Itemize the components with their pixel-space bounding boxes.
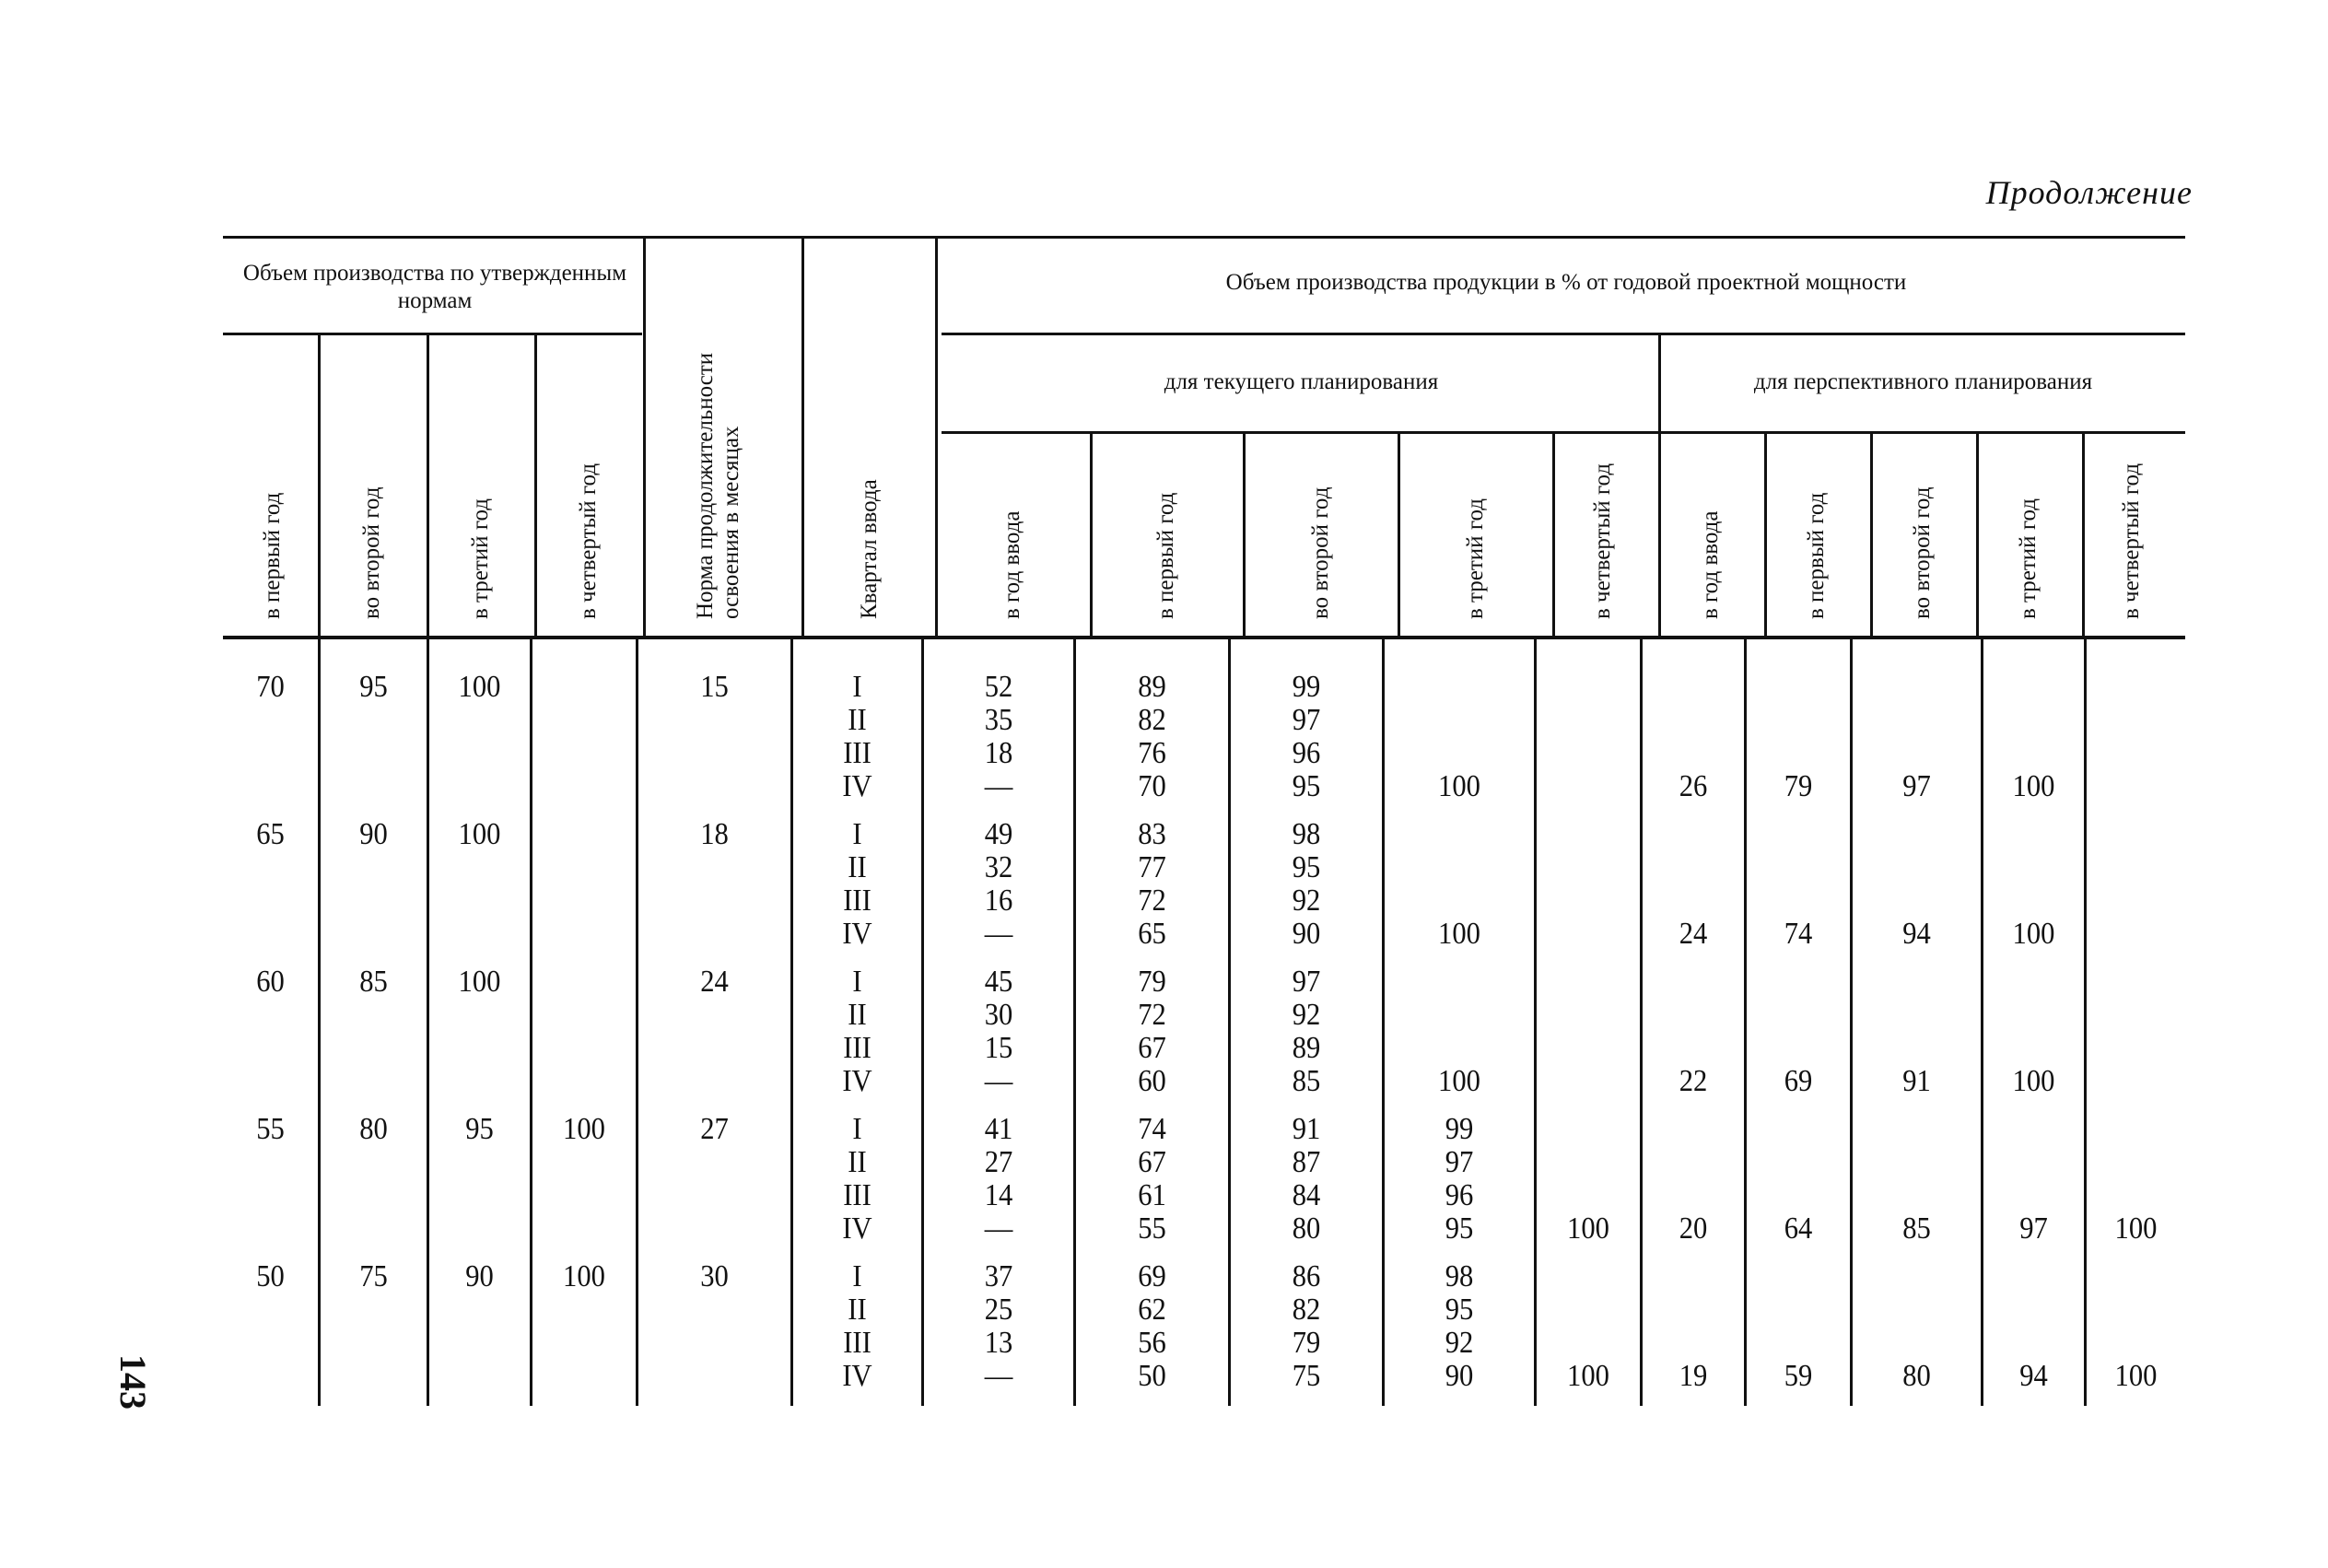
current-year2-cell: 96 xyxy=(1292,736,1321,770)
current-year1-cell: 62 xyxy=(1138,1293,1166,1327)
current-year2-cell: 84 xyxy=(1292,1178,1321,1212)
col-header-cur-year4: в четвертый год xyxy=(1590,462,1615,619)
current-year1-cell: 56 xyxy=(1138,1326,1166,1360)
current-entry-cell: — xyxy=(984,769,1013,803)
quarter-cell: IV xyxy=(842,1359,872,1393)
prospective-cell: 24 xyxy=(1679,917,1708,951)
current-year3-cell: 90 xyxy=(1445,1359,1474,1393)
col-header-vol-year2: во второй год xyxy=(359,486,384,619)
volume-cell: 95 xyxy=(359,670,388,704)
hdr-vline xyxy=(1764,433,1767,636)
current-year3-cell: 96 xyxy=(1445,1178,1474,1212)
current-entry-cell: 49 xyxy=(984,817,1013,851)
col-header-cur-year3: в третий год xyxy=(1463,498,1488,619)
current-entry-cell: 45 xyxy=(984,965,1013,999)
current-year1-cell: 76 xyxy=(1138,736,1166,770)
prospective-cell: 100 xyxy=(2012,1064,2055,1098)
current-year1-cell: 70 xyxy=(1138,769,1166,803)
header-bottom-rule xyxy=(223,636,2185,639)
current-year1-cell: 83 xyxy=(1138,817,1166,851)
hdr-vline xyxy=(1658,333,1661,636)
col-header-cur-year1: в первый год xyxy=(1153,492,1178,619)
hdr-vline xyxy=(318,333,321,636)
current-entry-cell: 13 xyxy=(984,1326,1013,1360)
body-vline xyxy=(1228,639,1231,1406)
body-vline xyxy=(1850,639,1853,1406)
current-entry-cell: 18 xyxy=(984,736,1013,770)
quarter-cell: IV xyxy=(842,917,872,951)
current-year2-cell: 92 xyxy=(1292,998,1321,1032)
current-year1-cell: 55 xyxy=(1138,1211,1166,1246)
current-year2-cell: 99 xyxy=(1292,670,1321,704)
volume-cell: 60 xyxy=(256,965,285,999)
hdr-vline xyxy=(935,238,938,636)
volume-cell: 100 xyxy=(563,1259,605,1293)
body-vline xyxy=(318,639,321,1406)
current-year3-cell: 98 xyxy=(1445,1259,1474,1293)
current-year1-cell: 60 xyxy=(1138,1064,1166,1098)
col-header-vol-year1: в первый год xyxy=(260,492,285,619)
hdr-vline xyxy=(2082,433,2085,636)
current-year3-cell: 100 xyxy=(1438,1064,1480,1098)
current-year3-cell: 100 xyxy=(1438,769,1480,803)
volume-cell: 100 xyxy=(458,817,501,851)
current-year2-cell: 89 xyxy=(1292,1031,1321,1065)
col-header-cur-year2: во второй год xyxy=(1308,486,1333,619)
body-vline xyxy=(1534,639,1537,1406)
hdr-vline xyxy=(643,238,646,636)
current-year2-cell: 92 xyxy=(1292,883,1321,918)
col-header-norm: Норма продолжительности освоения в месяцах xyxy=(693,352,743,619)
prospective-cell: 69 xyxy=(1784,1064,1813,1098)
prospective-cell: 100 xyxy=(2114,1211,2158,1246)
body-vline xyxy=(1981,639,1983,1406)
quarter-cell: I xyxy=(852,1259,862,1293)
volume-cell: 70 xyxy=(256,670,285,704)
current-year2-cell: 75 xyxy=(1292,1359,1321,1393)
prospective-cell: 59 xyxy=(1784,1359,1813,1393)
current-year3-cell: 97 xyxy=(1445,1145,1474,1179)
current-year4-cell: 100 xyxy=(1567,1211,1609,1246)
prospective-cell: 26 xyxy=(1679,769,1708,803)
body-vline xyxy=(530,639,532,1406)
norm-cell: 27 xyxy=(700,1112,729,1146)
quarter-cell: III xyxy=(843,883,872,918)
volume-cell: 90 xyxy=(465,1259,494,1293)
caption-continuation: Продолжение xyxy=(1985,174,2193,211)
volume-cell: 75 xyxy=(359,1259,388,1293)
current-year1-cell: 72 xyxy=(1138,998,1166,1032)
prospective-cell: 20 xyxy=(1679,1211,1708,1246)
quarter-cell: I xyxy=(852,670,862,704)
current-year2-cell: 82 xyxy=(1292,1293,1321,1327)
current-year1-cell: 61 xyxy=(1138,1178,1166,1212)
col-header-vol-year3: в третий год xyxy=(468,498,493,619)
volume-cell: 65 xyxy=(256,817,285,851)
current-entry-cell: — xyxy=(984,1211,1013,1246)
current-year1-cell: 79 xyxy=(1138,965,1166,999)
current-year1-cell: 65 xyxy=(1138,917,1166,951)
prospective-cell: 100 xyxy=(2114,1359,2158,1393)
quarter-cell: III xyxy=(843,1326,872,1360)
norm-cell: 24 xyxy=(700,965,729,999)
prospective-cell: 74 xyxy=(1784,917,1813,951)
header-output-group: Объем производства продукции в % от годовой проектной мощности xyxy=(1225,270,1907,295)
col-header-vol-year4: в четвертый год xyxy=(576,462,601,619)
current-year2-cell: 79 xyxy=(1292,1326,1321,1360)
hdr-vline xyxy=(1090,433,1093,636)
prospective-cell: 64 xyxy=(1784,1211,1813,1246)
current-year2-cell: 85 xyxy=(1292,1064,1321,1098)
quarter-cell: IV xyxy=(842,1211,872,1246)
col-header-pro-year4: в четвертый год xyxy=(2119,462,2144,619)
prospective-cell: 79 xyxy=(1784,769,1813,803)
prospective-cell: 97 xyxy=(2019,1211,2048,1246)
rule-volume-group xyxy=(223,333,642,335)
current-year1-cell: 67 xyxy=(1138,1031,1166,1065)
quarter-cell: I xyxy=(852,965,862,999)
hdr-vline xyxy=(534,333,537,636)
current-year4-cell: 100 xyxy=(1567,1359,1609,1393)
prospective-cell: 85 xyxy=(1902,1211,1931,1246)
current-year1-cell: 67 xyxy=(1138,1145,1166,1179)
current-entry-cell: 32 xyxy=(984,850,1013,884)
current-year1-cell: 82 xyxy=(1138,703,1166,737)
quarter-cell: I xyxy=(852,1112,862,1146)
quarter-cell: IV xyxy=(842,769,872,803)
quarter-cell: II xyxy=(848,1145,867,1179)
current-year2-cell: 97 xyxy=(1292,703,1321,737)
current-year2-cell: 80 xyxy=(1292,1211,1321,1246)
prospective-cell: 94 xyxy=(1902,917,1931,951)
prospective-cell: 19 xyxy=(1679,1359,1708,1393)
prospective-cell: 100 xyxy=(2012,917,2055,951)
current-year1-cell: 69 xyxy=(1138,1259,1166,1293)
rule-output-group xyxy=(942,333,2185,335)
current-entry-cell: 27 xyxy=(984,1145,1013,1179)
header-volume-group: Объем производства по утвержденным нормам xyxy=(242,261,627,313)
hdr-vline xyxy=(1243,433,1246,636)
current-year2-cell: 86 xyxy=(1292,1259,1321,1293)
body-vline xyxy=(1640,639,1643,1406)
volume-cell: 100 xyxy=(458,670,501,704)
volume-cell: 95 xyxy=(465,1112,494,1146)
volume-cell: 90 xyxy=(359,817,388,851)
col-header-pro-year3: в третий год xyxy=(2016,498,2041,619)
prospective-cell: 80 xyxy=(1902,1359,1931,1393)
norm-cell: 15 xyxy=(700,670,729,704)
quarter-cell: II xyxy=(848,703,867,737)
current-entry-cell: 37 xyxy=(984,1259,1013,1293)
quarter-cell: I xyxy=(852,817,862,851)
body-vline xyxy=(1073,639,1076,1406)
body-vline xyxy=(2084,639,2087,1406)
current-year2-cell: 90 xyxy=(1292,917,1321,951)
current-entry-cell: 25 xyxy=(984,1293,1013,1327)
current-entry-cell: — xyxy=(984,1064,1013,1098)
body-vline xyxy=(427,639,429,1406)
volume-cell: 100 xyxy=(458,965,501,999)
current-year1-cell: 77 xyxy=(1138,850,1166,884)
current-year1-cell: 74 xyxy=(1138,1112,1166,1146)
col-header-pro-entry: в год ввода xyxy=(1698,510,1723,619)
volume-cell: 100 xyxy=(563,1112,605,1146)
quarter-cell: III xyxy=(843,1031,872,1065)
hdr-vline xyxy=(1552,433,1555,636)
quarter-cell: II xyxy=(848,998,867,1032)
hdr-vline xyxy=(1976,433,1979,636)
prospective-cell: 91 xyxy=(1902,1064,1931,1098)
current-year3-cell: 95 xyxy=(1445,1293,1474,1327)
current-entry-cell: 15 xyxy=(984,1031,1013,1065)
current-entry-cell: 14 xyxy=(984,1178,1013,1212)
prospective-cell: 22 xyxy=(1679,1064,1708,1098)
body-vline xyxy=(921,639,924,1406)
quarter-cell: IV xyxy=(842,1064,872,1098)
rule-subgroups xyxy=(942,431,2185,434)
norm-cell: 30 xyxy=(700,1259,729,1293)
volume-cell: 80 xyxy=(359,1112,388,1146)
hdr-vline xyxy=(427,333,429,636)
quarter-cell: II xyxy=(848,850,867,884)
current-entry-cell: — xyxy=(984,1359,1013,1393)
current-year1-cell: 72 xyxy=(1138,883,1166,918)
current-entry-cell: 16 xyxy=(984,883,1013,918)
current-year1-cell: 89 xyxy=(1138,670,1166,704)
current-year2-cell: 95 xyxy=(1292,850,1321,884)
prospective-cell: 100 xyxy=(2012,769,2055,803)
volume-cell: 55 xyxy=(256,1112,285,1146)
hdr-vline xyxy=(801,238,804,636)
current-entry-cell: 52 xyxy=(984,670,1013,704)
current-year2-cell: 95 xyxy=(1292,769,1321,803)
hdr-vline xyxy=(1870,433,1873,636)
current-year2-cell: 87 xyxy=(1292,1145,1321,1179)
body-vline xyxy=(790,639,793,1406)
current-entry-cell: 41 xyxy=(984,1112,1013,1146)
quarter-cell: II xyxy=(848,1293,867,1327)
volume-cell: 85 xyxy=(359,965,388,999)
hdr-vline xyxy=(1398,433,1400,636)
header-current-planning: для текущего планирования xyxy=(1164,369,1439,394)
col-header-cur-entry: в год ввода xyxy=(1000,510,1024,619)
current-year3-cell: 92 xyxy=(1445,1326,1474,1360)
prospective-cell: 97 xyxy=(1902,769,1931,803)
norm-cell: 18 xyxy=(700,817,729,851)
col-header-pro-year1: в первый год xyxy=(1804,492,1829,619)
current-year3-cell: 99 xyxy=(1445,1112,1474,1146)
top-rule xyxy=(223,236,2185,239)
body-vline xyxy=(1744,639,1747,1406)
quarter-cell: III xyxy=(843,736,872,770)
current-year2-cell: 97 xyxy=(1292,965,1321,999)
page-number: 143 xyxy=(112,1354,154,1410)
body-vline xyxy=(636,639,638,1406)
current-year3-cell: 95 xyxy=(1445,1211,1474,1246)
col-header-quarter: Квартал ввода xyxy=(857,479,882,619)
current-year1-cell: 50 xyxy=(1138,1359,1166,1393)
col-header-pro-year2: во второй год xyxy=(1910,486,1935,619)
current-entry-cell: — xyxy=(984,917,1013,951)
prospective-cell: 94 xyxy=(2019,1359,2048,1393)
current-entry-cell: 35 xyxy=(984,703,1013,737)
current-year2-cell: 98 xyxy=(1292,817,1321,851)
current-year2-cell: 91 xyxy=(1292,1112,1321,1146)
header-prospective-planning: для перспективного планирования xyxy=(1753,369,2093,394)
current-entry-cell: 30 xyxy=(984,998,1013,1032)
quarter-cell: III xyxy=(843,1178,872,1212)
current-year3-cell: 100 xyxy=(1438,917,1480,951)
body-vline xyxy=(1382,639,1385,1406)
volume-cell: 50 xyxy=(256,1259,285,1293)
